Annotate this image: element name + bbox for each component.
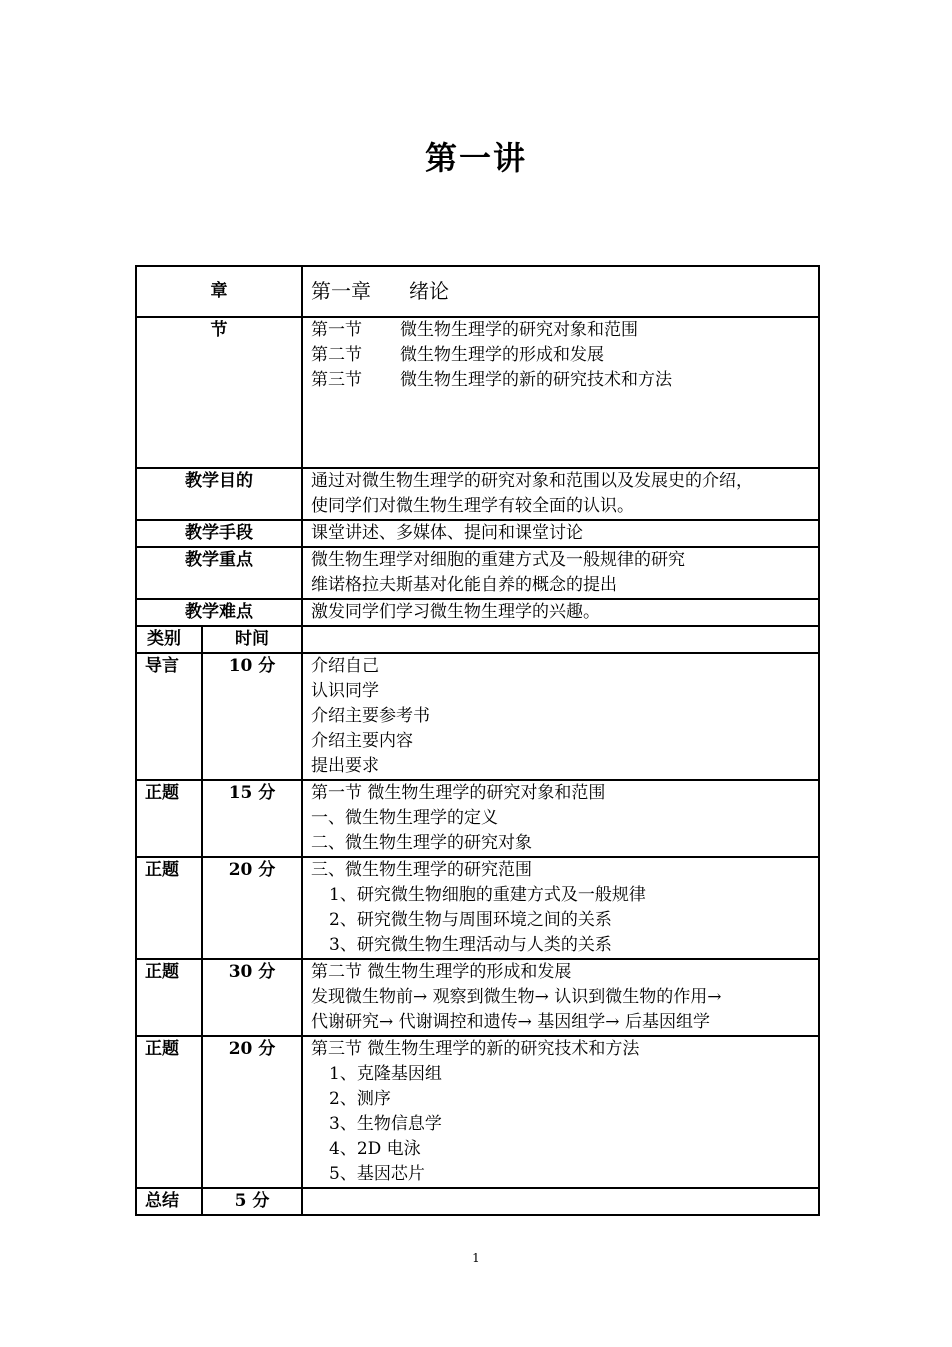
row-category: 总结 — [136, 1188, 202, 1215]
goal-line: 通过对微生物生理学的研究对象和范围以及发展史的介绍， — [311, 471, 753, 491]
row-time: 15 分 — [202, 780, 302, 857]
row-content — [302, 1188, 819, 1215]
goal-label: 教学目的 — [136, 468, 302, 520]
key-line: 微生物生理学对细胞的重建方式及一般规律的研究 — [311, 550, 685, 570]
section-item — [311, 318, 810, 343]
method-row — [136, 520, 819, 547]
table-row — [136, 1036, 819, 1188]
content-line: 5、基因芯片 — [329, 1164, 425, 1184]
section-prefix: 第一节 — [311, 320, 362, 340]
section-text: 微生物生理学的新的研究技术和方法 — [400, 370, 672, 390]
difficulty-row — [136, 599, 819, 626]
row-content — [302, 1036, 819, 1188]
section-prefix: 第三节 — [311, 370, 362, 390]
section-text: 微生物生理学的研究对象和范围 — [400, 320, 638, 340]
content-line: 介绍主要参考书 — [311, 706, 430, 726]
content-line: 介绍自己 — [311, 656, 379, 676]
row-category: 正题 — [136, 780, 202, 857]
row-category: 正题 — [136, 959, 202, 1036]
chapter-text: 绪论 — [409, 279, 449, 303]
content-line: 1、克隆基因组 — [329, 1064, 442, 1084]
key-line: 维诺格拉夫斯基对化能自养的概念的提出 — [311, 575, 617, 595]
content-line: 一、微生物生理学的定义 — [311, 808, 498, 828]
content-line: 3、生物信息学 — [329, 1114, 442, 1134]
chapter-value — [302, 266, 819, 317]
section-values — [302, 317, 819, 468]
chapter-prefix: 第一章 — [311, 279, 371, 303]
row-category: 导言 — [136, 653, 202, 780]
row-time: 20 分 — [202, 1036, 302, 1188]
column-header-row — [136, 626, 819, 653]
row-time: 5 分 — [202, 1188, 302, 1215]
goal-row — [136, 468, 819, 520]
row-content — [302, 653, 819, 780]
method-value — [302, 520, 819, 547]
section-row — [136, 317, 819, 468]
content-line: 2、研究微生物与周围环境之间的关系 — [329, 910, 612, 930]
row-content — [302, 780, 819, 857]
section-text: 微生物生理学的形成和发展 — [400, 345, 604, 365]
time-header: 时间 — [202, 626, 302, 653]
difficulty-label: 教学难点 — [136, 599, 302, 626]
section-label: 节 — [136, 317, 302, 468]
chapter-label: 章 — [136, 266, 302, 317]
category-header: 类别 — [136, 626, 202, 653]
row-time: 20 分 — [202, 857, 302, 959]
content-line: 提出要求 — [311, 756, 379, 776]
lesson-plan-table — [135, 265, 820, 1216]
key-value — [302, 547, 819, 599]
content-line: 认识同学 — [311, 681, 379, 701]
table-row — [136, 780, 819, 857]
chapter-row — [136, 266, 819, 317]
difficulty-value — [302, 599, 819, 626]
difficulty-line: 激发同学们学习微生物生理学的兴趣。 — [311, 602, 600, 622]
content-line: 三、微生物生理学的研究范围 — [311, 860, 532, 880]
content-line: 3、研究微生物生理活动与人类的关系 — [329, 935, 612, 955]
goal-line: 使同学们对微生物生理学有较全面的认识。 — [311, 496, 634, 516]
table-row — [136, 1188, 819, 1215]
page-number: 1 — [472, 1251, 480, 1265]
row-category: 正题 — [136, 857, 202, 959]
content-line: 第一节 微生物生理学的研究对象和范围 — [311, 783, 606, 803]
page-title: 第一讲 — [424, 139, 527, 177]
key-label: 教学重点 — [136, 547, 302, 599]
content-line: 2、测序 — [329, 1089, 391, 1109]
section-item — [311, 343, 810, 368]
table-row — [136, 653, 819, 780]
row-time: 10 分 — [202, 653, 302, 780]
content-line: 代谢研究→ 代谢调控和遗传→ 基因组学→ 后基因组学 — [311, 1012, 710, 1032]
content-line: 第三节 微生物生理学的新的研究技术和方法 — [311, 1039, 640, 1059]
row-time: 30 分 — [202, 959, 302, 1036]
content-line: 4、2D 电泳 — [329, 1139, 421, 1159]
content-header — [302, 626, 819, 653]
table-row — [136, 959, 819, 1036]
content-line: 二、微生物生理学的研究对象 — [311, 833, 532, 853]
content-line: 第二节 微生物生理学的形成和发展 — [311, 962, 572, 982]
section-item — [311, 368, 810, 393]
section-prefix: 第二节 — [311, 345, 362, 365]
key-row — [136, 547, 819, 599]
content-line: 发现微生物前→ 观察到微生物→ 认识到微生物的作用→ — [311, 987, 722, 1007]
method-label: 教学手段 — [136, 520, 302, 547]
method-line: 课堂讲述、多媒体、提问和课堂讨论 — [311, 523, 583, 543]
row-category: 正题 — [136, 1036, 202, 1188]
content-line: 1、研究微生物细胞的重建方式及一般规律 — [329, 885, 646, 905]
goal-value — [302, 468, 819, 520]
content-line: 介绍主要内容 — [311, 731, 413, 751]
row-content — [302, 857, 819, 959]
table-row — [136, 857, 819, 959]
row-content — [302, 959, 819, 1036]
